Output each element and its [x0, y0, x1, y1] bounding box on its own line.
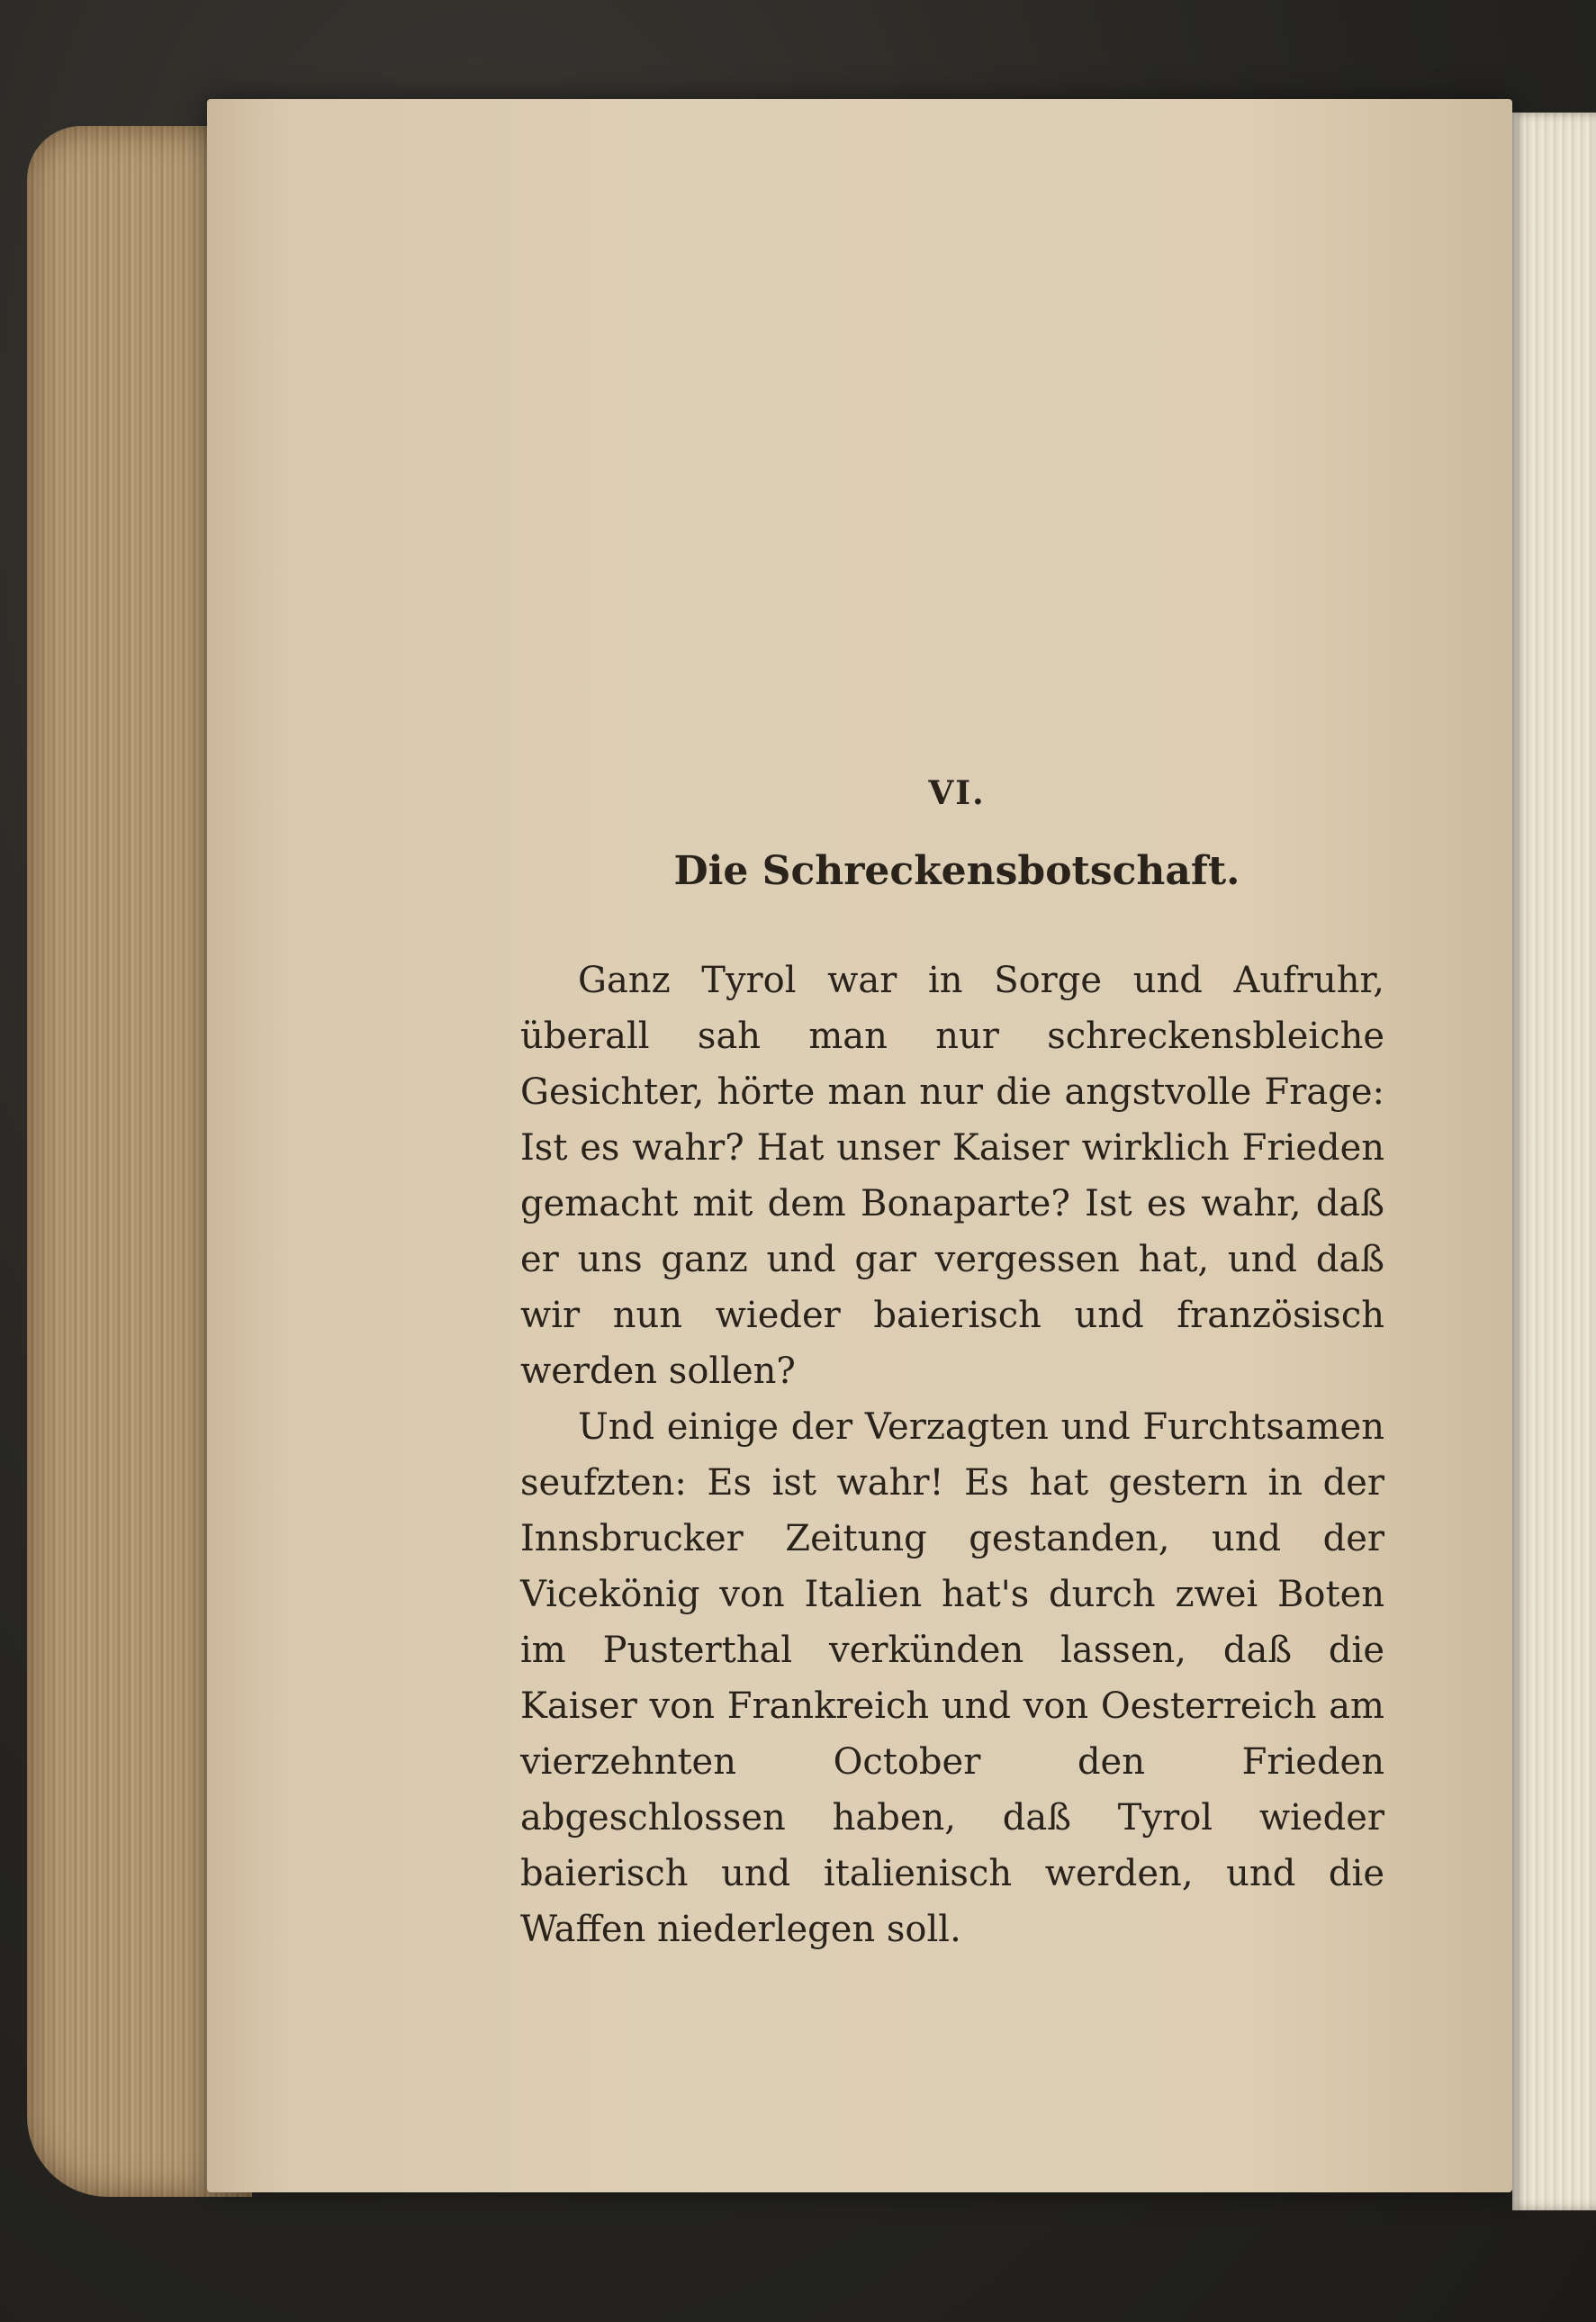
chapter-title: Die Schreckensbotschaft.: [673, 848, 1240, 894]
paragraph: Und einige der Verzagten und Furchtsamen seufzten: Es ist wahr! Es hat gestern in der Innsbrucker Zeitung gestanden, und der Vicekönig von Italien hat's durch zwei Boten im Pusterthal verkünden lassen, daß die Kaiser von Frankreich und von Oesterreich am vierzehnten October den Frieden abgeschlossen haben, daß Tyrol wieder baierisch und italienisch werden, und die Waffen niederlegen soll.: [520, 1406, 1384, 1950]
page-text: [520, 774, 1384, 1957]
paragraph: Ganz Tyrol war in Sorge und Aufruhr, überall sah man nur schreckensbleiche Gesichter, hörte man nur die angstvolle Frage: Ist es wahr? Hat unser Kaiser wirklich Frieden gemacht mit dem Bonaparte? Ist es wahr, daß er uns ganz und gar vergessen hat, und daß wir nun wieder baierisch und französisch werden sollen?: [520, 960, 1384, 1392]
chapter-number: VI.: [928, 774, 986, 812]
right-page-edge: [1512, 113, 1596, 2210]
